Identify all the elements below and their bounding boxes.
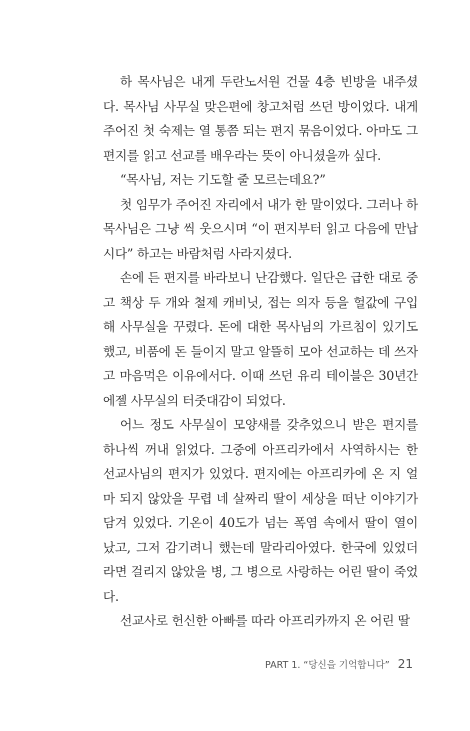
paragraph: 어느 정도 사무실이 모양새를 갖추었으니 받은 편지를 하나씩 꺼내 읽었다. 그중에 아프리카에서 사역하시는 한 선교사님의 편지가 있었다. 편지에는 아프리카에 온 지 얼마 되지 않았을 무렵 네 살짜리 딸이 세상을 떠난 이야기가 담겨 있었다. 기온이 40도가 넘는 폭염 속에서 딸이 열이 났고, 그저 감기려니 했는데 말라리아였다. 한국에 있었더라면 걸리지 않았을 병, 그 병으로 사랑하는 어린 딸이 죽었다. — [103, 417, 418, 604]
page-footer — [265, 657, 413, 671]
page-number: 21 — [397, 657, 413, 671]
paragraph: 선교사로 헌신한 아빠를 따라 아프리카까지 온 어린 딸 — [120, 613, 410, 628]
paragraph: 손에 든 편지를 바라보니 난감했다. 일단은 급한 대로 중고 책상 두 개와 철제 캐비닛, 접는 의자 등을 헐값에 구입해 사무실을 꾸렸다. 돈에 대한 목사님의 가르침이 있기도 했고, 비품에 돈 들이지 말고 알뜰히 모아 선교하는 데 쓰자고 마음먹은 이유에서다. 이때 쓰던 유리 테이블은 30년간 에젤 사무실의 터줏대감이 되었다. — [103, 270, 418, 408]
page-body — [103, 70, 418, 634]
paragraph: 첫 임무가 주어진 자리에서 내가 한 말이었다. 그러나 하 목사님은 그냥 씩 웃으시며 “이 편지부터 읽고 다음에 만납시다” 하고는 바람처럼 사라지셨다. — [103, 196, 418, 261]
paragraph: “목사님, 저는 기도할 줄 모르는데요?” — [120, 172, 326, 187]
running-head: PART 1. “당신을 기억합니다” — [265, 660, 390, 671]
paragraph: 하 목사님은 내게 두란노서원 건물 4층 빈방을 내주셨다. 목사님 사무실 맞은편에 창고처럼 쓰던 방이었다. 내게 주어진 첫 숙제는 열 통쯤 되는 편지 묶음이었다. 아마도 그 편지를 읽고 선교를 배우라는 뜻이 아니셨을까 싶다. — [103, 74, 418, 163]
